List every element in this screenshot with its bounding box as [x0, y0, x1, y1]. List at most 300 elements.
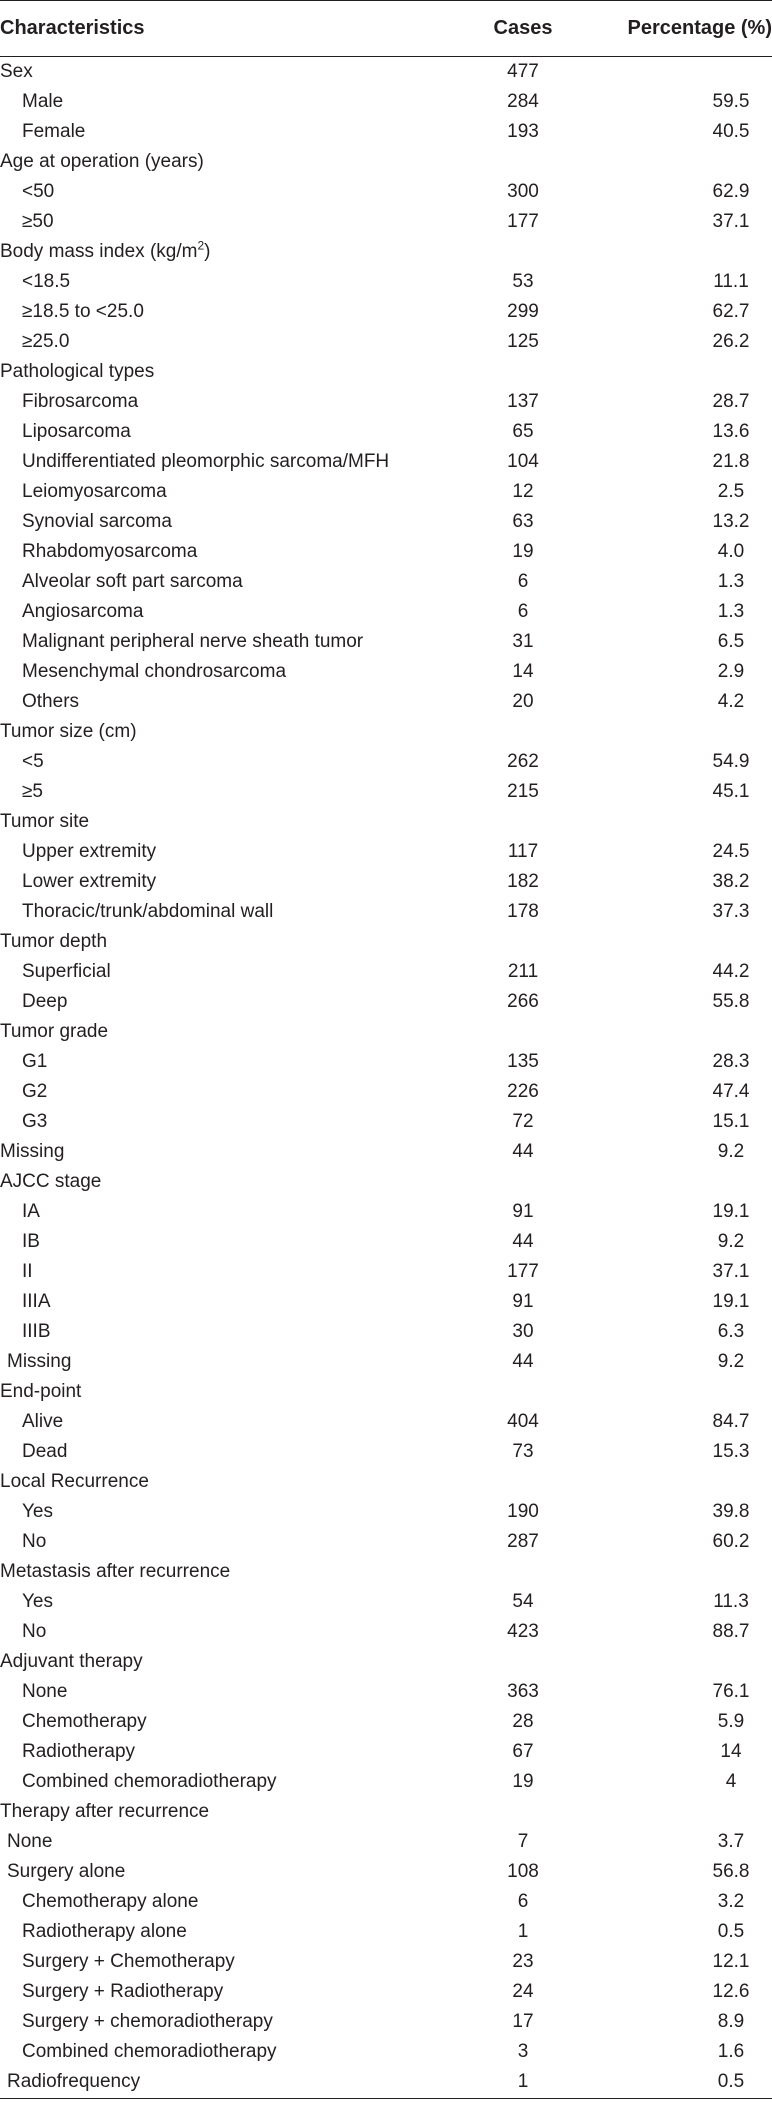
row-percentage: 2.5	[717, 480, 745, 502]
row-percentage	[586, 927, 772, 957]
row-label	[0, 837, 460, 867]
row-percentage: 60.2	[712, 1530, 750, 1552]
row-percentage: 76.1	[712, 1680, 750, 1702]
table-row	[0, 1467, 772, 1497]
row-cases: 182	[507, 870, 539, 892]
row-percentage: 5.9	[717, 1710, 745, 1732]
row-label	[0, 2037, 460, 2067]
table-row	[0, 1287, 772, 1317]
row-label	[0, 1257, 460, 1287]
row-cases: 262	[507, 750, 539, 772]
row-cases: 44	[512, 1350, 534, 1372]
row-label	[0, 387, 460, 417]
row-label	[0, 1077, 460, 1107]
table-row	[0, 1317, 772, 1347]
table-row	[0, 1767, 772, 1797]
row-percentage: 47.4	[712, 1080, 750, 1102]
table-row	[0, 2067, 772, 2099]
row-cases: 17	[512, 2010, 534, 2032]
row-cases: 6	[517, 570, 529, 592]
table-row	[0, 1377, 772, 1407]
table-row	[0, 837, 772, 867]
row-percentage: 37.1	[712, 210, 750, 232]
row-cases: 3	[517, 2040, 529, 2062]
row-label-text: G2	[22, 1080, 48, 1102]
row-cases: 14	[512, 660, 534, 682]
row-percentage	[586, 237, 772, 267]
row-label-text: Chemotherapy alone	[22, 1890, 199, 1912]
row-label-text: Metastasis after recurrence	[0, 1560, 231, 1582]
row-label-text: Combined chemoradiotherapy	[22, 2040, 277, 2062]
row-percentage: 54.9	[712, 750, 750, 772]
row-cases: 1	[460, 2067, 586, 2099]
table-row	[0, 1617, 772, 1647]
row-label	[0, 1827, 460, 1857]
row-label	[0, 1617, 460, 1647]
row-label	[0, 567, 460, 597]
row-label-text: End-point	[0, 1380, 82, 1402]
row-label	[0, 1677, 460, 1707]
row-cases: 6	[517, 1890, 529, 1912]
row-cases: 104	[507, 450, 539, 472]
row-label	[0, 627, 460, 657]
row-percentage	[586, 1017, 772, 1047]
row-cases	[460, 1797, 586, 1827]
table-row	[0, 1707, 772, 1737]
row-label-text: IA	[22, 1200, 40, 1222]
row-label-text: Therapy after recurrence	[0, 1800, 210, 1822]
row-percentage: 2.9	[717, 660, 745, 682]
row-label-text: Tumor grade	[0, 1020, 109, 1042]
row-label-text: Mesenchymal chondrosarcoma	[22, 660, 287, 682]
row-label	[0, 447, 460, 477]
row-label	[0, 2007, 460, 2037]
row-percentage: 11.1	[713, 270, 749, 292]
row-percentage: 45.1	[712, 780, 750, 802]
row-percentage: 62.7	[712, 300, 750, 322]
row-cases	[460, 807, 586, 837]
row-label-text: ≥25.0	[22, 330, 70, 352]
row-cases: 54	[512, 1590, 534, 1612]
table-row	[0, 1677, 772, 1707]
table-row	[0, 57, 772, 87]
table-row	[0, 267, 772, 297]
row-cases	[460, 1647, 586, 1677]
row-cases: 6	[517, 600, 529, 622]
row-percentage	[586, 1467, 772, 1497]
table-row	[0, 687, 772, 717]
row-percentage: 38.2	[712, 870, 750, 892]
row-label	[0, 1017, 460, 1047]
row-percentage: 37.1	[712, 1260, 750, 1282]
row-cases	[460, 1167, 586, 1197]
row-cases	[460, 717, 586, 747]
row-label-text: No	[22, 1620, 47, 1642]
row-percentage: 6.5	[717, 630, 745, 652]
row-label	[0, 1527, 460, 1557]
table-row	[0, 1107, 772, 1137]
table-row	[0, 1407, 772, 1437]
row-label-text: Others	[22, 690, 80, 712]
table-row	[0, 1347, 772, 1377]
row-cases: 299	[507, 300, 539, 322]
row-label-text: Body mass index (kg/m	[0, 240, 198, 262]
row-label	[0, 1767, 460, 1797]
row-label-text: Combined chemoradiotherapy	[22, 1770, 277, 1792]
table-row	[0, 387, 772, 417]
row-percentage	[586, 57, 772, 87]
table-row	[0, 177, 772, 207]
row-label	[0, 1917, 460, 1947]
table-row	[0, 2037, 772, 2067]
row-label	[0, 177, 460, 207]
row-percentage: 28.7	[712, 390, 750, 412]
table-body	[0, 57, 772, 2099]
row-cases: 287	[507, 1530, 539, 1552]
row-cases: 177	[507, 210, 539, 232]
row-cases: 28	[512, 1710, 534, 1732]
table-row	[0, 2007, 772, 2037]
table-row	[0, 1857, 772, 1887]
row-label	[0, 747, 460, 777]
row-cases: 67	[512, 1740, 534, 1762]
row-percentage: 44.2	[712, 960, 750, 982]
table-row	[0, 1827, 772, 1857]
table-row	[0, 357, 772, 387]
row-percentage	[586, 1557, 772, 1587]
row-label	[0, 597, 460, 627]
row-label-text: IIIB	[22, 1320, 51, 1342]
row-label	[0, 957, 460, 987]
row-percentage: 1.3	[717, 600, 745, 622]
row-label	[0, 1167, 460, 1197]
row-label-text: Rhabdomyosarcoma	[22, 540, 198, 562]
row-label-text: G1	[22, 1050, 48, 1072]
row-label	[0, 1137, 460, 1167]
table-row	[0, 1917, 772, 1947]
table-row	[0, 1587, 772, 1617]
row-label	[0, 1437, 460, 1467]
row-cases: 19	[512, 540, 534, 562]
row-percentage: 4.0	[717, 540, 745, 562]
row-label-text: Alveolar soft part sarcoma	[22, 570, 243, 592]
table-row	[0, 537, 772, 567]
row-label-text: Surgery + chemoradiotherapy	[22, 2010, 273, 2032]
row-cases: 91	[512, 1200, 534, 1222]
table-row	[0, 1497, 772, 1527]
row-label	[0, 1857, 460, 1887]
table-row	[0, 447, 772, 477]
row-cases: 125	[507, 330, 539, 352]
row-percentage: 4	[725, 1770, 737, 1792]
table-row	[0, 87, 772, 117]
row-cases: 193	[507, 120, 539, 142]
row-label-suffix: )	[204, 240, 211, 262]
header-cases: Cases	[460, 1, 586, 57]
row-percentage: 13.2	[712, 510, 750, 532]
row-label	[0, 507, 460, 537]
row-cases: 211	[507, 960, 539, 982]
row-label-text: AJCC stage	[0, 1170, 102, 1192]
row-label-text: Dead	[22, 1440, 68, 1462]
row-percentage	[586, 357, 772, 387]
row-cases: 135	[507, 1050, 539, 1072]
row-label-text: Tumor depth	[0, 930, 108, 952]
row-label	[0, 1347, 460, 1377]
row-cases	[460, 1467, 586, 1497]
table-row	[0, 717, 772, 747]
row-label	[0, 57, 460, 87]
row-label-text: ≥50	[22, 210, 54, 232]
row-label-text: II	[22, 1260, 33, 1282]
row-cases: 23	[512, 1950, 534, 1972]
row-cases: 63	[512, 510, 534, 532]
table-row	[0, 897, 772, 927]
row-cases: 423	[507, 1620, 539, 1642]
row-percentage: 12.6	[712, 1980, 750, 2002]
row-percentage: 6.3	[717, 1320, 745, 1342]
row-percentage: 55.8	[712, 990, 750, 1012]
row-percentage: 12.1	[712, 1950, 750, 1972]
row-label-text: <5	[22, 750, 44, 772]
row-label-text: Lower extremity	[22, 870, 157, 892]
row-label-text: Radiotherapy	[22, 1740, 136, 1762]
row-label-text: Yes	[22, 1590, 53, 1612]
table-row	[0, 1197, 772, 1227]
row-label	[0, 1587, 460, 1617]
row-percentage: 1.3	[717, 570, 745, 592]
row-label	[0, 867, 460, 897]
row-percentage	[586, 1377, 772, 1407]
row-label-text: Female	[22, 120, 86, 142]
row-label-text: Liposarcoma	[22, 420, 131, 442]
row-percentage: 39.8	[712, 1500, 750, 1522]
row-label	[0, 717, 460, 747]
row-cases: 20	[512, 690, 534, 712]
row-percentage: 4.2	[717, 690, 745, 712]
row-label-text: Local Recurrence	[0, 1470, 149, 1492]
row-label	[0, 87, 460, 117]
row-percentage: 15.1	[712, 1110, 750, 1132]
row-label-text: None	[7, 1830, 53, 1852]
row-label-text: Surgery + Radiotherapy	[22, 1980, 224, 2002]
row-cases	[460, 237, 586, 267]
row-percentage	[586, 717, 772, 747]
row-percentage: 9.2	[717, 1230, 745, 1252]
table-row	[0, 747, 772, 777]
row-label-text: Upper extremity	[22, 840, 157, 862]
row-label	[0, 1497, 460, 1527]
table-row	[0, 867, 772, 897]
row-label-superscript: 2	[197, 238, 205, 253]
table-row	[0, 957, 772, 987]
table-row	[0, 1947, 772, 1977]
row-percentage: 0.5	[717, 1920, 745, 1942]
row-percentage: 37.3	[712, 900, 750, 922]
row-label-text: ≥18.5 to <25.0	[22, 300, 144, 322]
table-row	[0, 507, 772, 537]
table-row	[0, 987, 772, 1017]
row-label-text: Surgery alone	[7, 1860, 126, 1882]
row-percentage: 28.3	[712, 1050, 750, 1072]
row-percentage: 15.3	[712, 1440, 750, 1462]
table-row	[0, 1437, 772, 1467]
row-cases	[460, 147, 586, 177]
table-row	[0, 1797, 772, 1827]
row-label-text: Age at operation (years)	[0, 150, 204, 172]
row-cases: 108	[507, 1860, 539, 1882]
table-row	[0, 1227, 772, 1257]
row-cases	[460, 357, 586, 387]
row-label-text: Thoracic/trunk/abdominal wall	[22, 900, 274, 922]
table-row	[0, 147, 772, 177]
row-percentage	[586, 1797, 772, 1827]
row-label-text: Sex	[0, 60, 33, 82]
row-cases: 24	[512, 1980, 534, 2002]
row-percentage	[586, 147, 772, 177]
row-cases: 137	[507, 390, 539, 412]
row-percentage: 24.5	[712, 840, 750, 862]
table-row	[0, 1017, 772, 1047]
row-label-text: <50	[22, 180, 55, 202]
table-row	[0, 1527, 772, 1557]
row-label	[0, 1407, 460, 1437]
table-row	[0, 1257, 772, 1287]
row-label	[0, 1197, 460, 1227]
row-cases	[460, 1377, 586, 1407]
table-row	[0, 1077, 772, 1107]
row-label	[0, 1797, 460, 1827]
row-label	[0, 1887, 460, 1917]
row-label	[0, 1707, 460, 1737]
table-row	[0, 1977, 772, 2007]
row-label	[0, 987, 460, 1017]
row-cases: 117	[507, 840, 539, 862]
table-row	[0, 117, 772, 147]
table-header	[0, 1, 772, 57]
row-percentage: 84.7	[712, 1410, 750, 1432]
row-cases: 7	[517, 1830, 529, 1852]
row-cases: 215	[507, 780, 539, 802]
row-label	[0, 1557, 460, 1587]
row-percentage	[586, 807, 772, 837]
row-label-text: Radiotherapy alone	[22, 1920, 187, 1942]
row-cases: 284	[507, 90, 539, 112]
row-label-text: Tumor site	[0, 810, 90, 832]
row-percentage: 88.7	[712, 1620, 750, 1642]
row-percentage: 59.5	[712, 90, 750, 112]
row-label-text: Missing	[0, 1140, 65, 1162]
row-percentage: 40.5	[712, 120, 750, 142]
table-row	[0, 417, 772, 447]
row-label-text: Leiomyosarcoma	[22, 480, 167, 502]
row-percentage	[586, 1167, 772, 1197]
row-label-text: Pathological types	[0, 360, 155, 382]
row-cases: 477	[507, 60, 539, 82]
row-percentage	[586, 1647, 772, 1677]
row-label-text: Surgery + Chemotherapy	[22, 1950, 235, 1972]
row-percentage: 1.6	[717, 2040, 745, 2062]
row-cases: 30	[512, 1320, 534, 1342]
row-label-text: No	[22, 1530, 47, 1552]
row-cases	[460, 927, 586, 957]
row-cases: 31	[512, 630, 534, 652]
row-label-text: Adjuvant therapy	[0, 1650, 143, 1672]
table-row	[0, 477, 772, 507]
table-row	[0, 807, 772, 837]
table-row	[0, 237, 772, 267]
row-label	[0, 297, 460, 327]
row-label	[0, 1047, 460, 1077]
row-label-text: <18.5	[22, 270, 71, 292]
row-percentage: 62.9	[712, 180, 750, 202]
row-cases	[460, 1017, 586, 1047]
row-percentage: 3.2	[717, 1890, 745, 1912]
row-label	[0, 657, 460, 687]
row-percentage: 9.2	[717, 1350, 745, 1372]
row-label	[0, 777, 460, 807]
row-label	[0, 807, 460, 837]
row-label	[0, 1377, 460, 1407]
row-cases: 91	[512, 1290, 534, 1312]
row-label	[0, 1977, 460, 2007]
row-cases: 12	[512, 480, 534, 502]
row-percentage: 8.9	[717, 2010, 745, 2032]
row-label	[0, 927, 460, 957]
row-label	[0, 1227, 460, 1257]
row-label	[0, 117, 460, 147]
table-row	[0, 1887, 772, 1917]
row-label	[0, 237, 460, 267]
row-label	[0, 357, 460, 387]
table-row	[0, 627, 772, 657]
table-row	[0, 657, 772, 687]
row-cases: 363	[507, 1680, 539, 1702]
row-label-text: IB	[22, 1230, 40, 1252]
row-cases: 177	[507, 1260, 539, 1282]
row-cases: 72	[512, 1110, 534, 1132]
header-row	[0, 1, 772, 57]
row-label-text: None	[22, 1680, 68, 1702]
row-label-text: G3	[22, 1110, 48, 1132]
row-label-text: Deep	[22, 990, 68, 1012]
row-label-text: Superficial	[22, 960, 111, 982]
row-cases: 404	[507, 1410, 539, 1432]
row-label-text: IIIA	[22, 1290, 51, 1312]
row-cases: 1	[517, 1920, 529, 1942]
row-label-text: ≥5	[22, 780, 43, 802]
row-percentage: 13.6	[712, 420, 750, 442]
header-characteristics: Characteristics	[0, 1, 460, 57]
row-cases: 65	[512, 420, 534, 442]
row-label	[0, 537, 460, 567]
row-percentage: 19.1	[712, 1200, 750, 1222]
row-label-text: Yes	[22, 1500, 53, 1522]
row-label-text: Missing	[7, 1350, 72, 1372]
table-row	[0, 1167, 772, 1197]
row-cases: 300	[507, 180, 539, 202]
row-label	[0, 1737, 460, 1767]
row-label-text: Synovial sarcoma	[22, 510, 172, 532]
row-cases: 44	[512, 1230, 534, 1252]
row-label	[0, 147, 460, 177]
row-label-text: Male	[22, 90, 64, 112]
table-row	[0, 597, 772, 627]
row-label	[0, 1647, 460, 1677]
row-cases: 266	[507, 990, 539, 1012]
row-percentage: 9.2	[717, 1140, 745, 1162]
row-label	[0, 897, 460, 927]
